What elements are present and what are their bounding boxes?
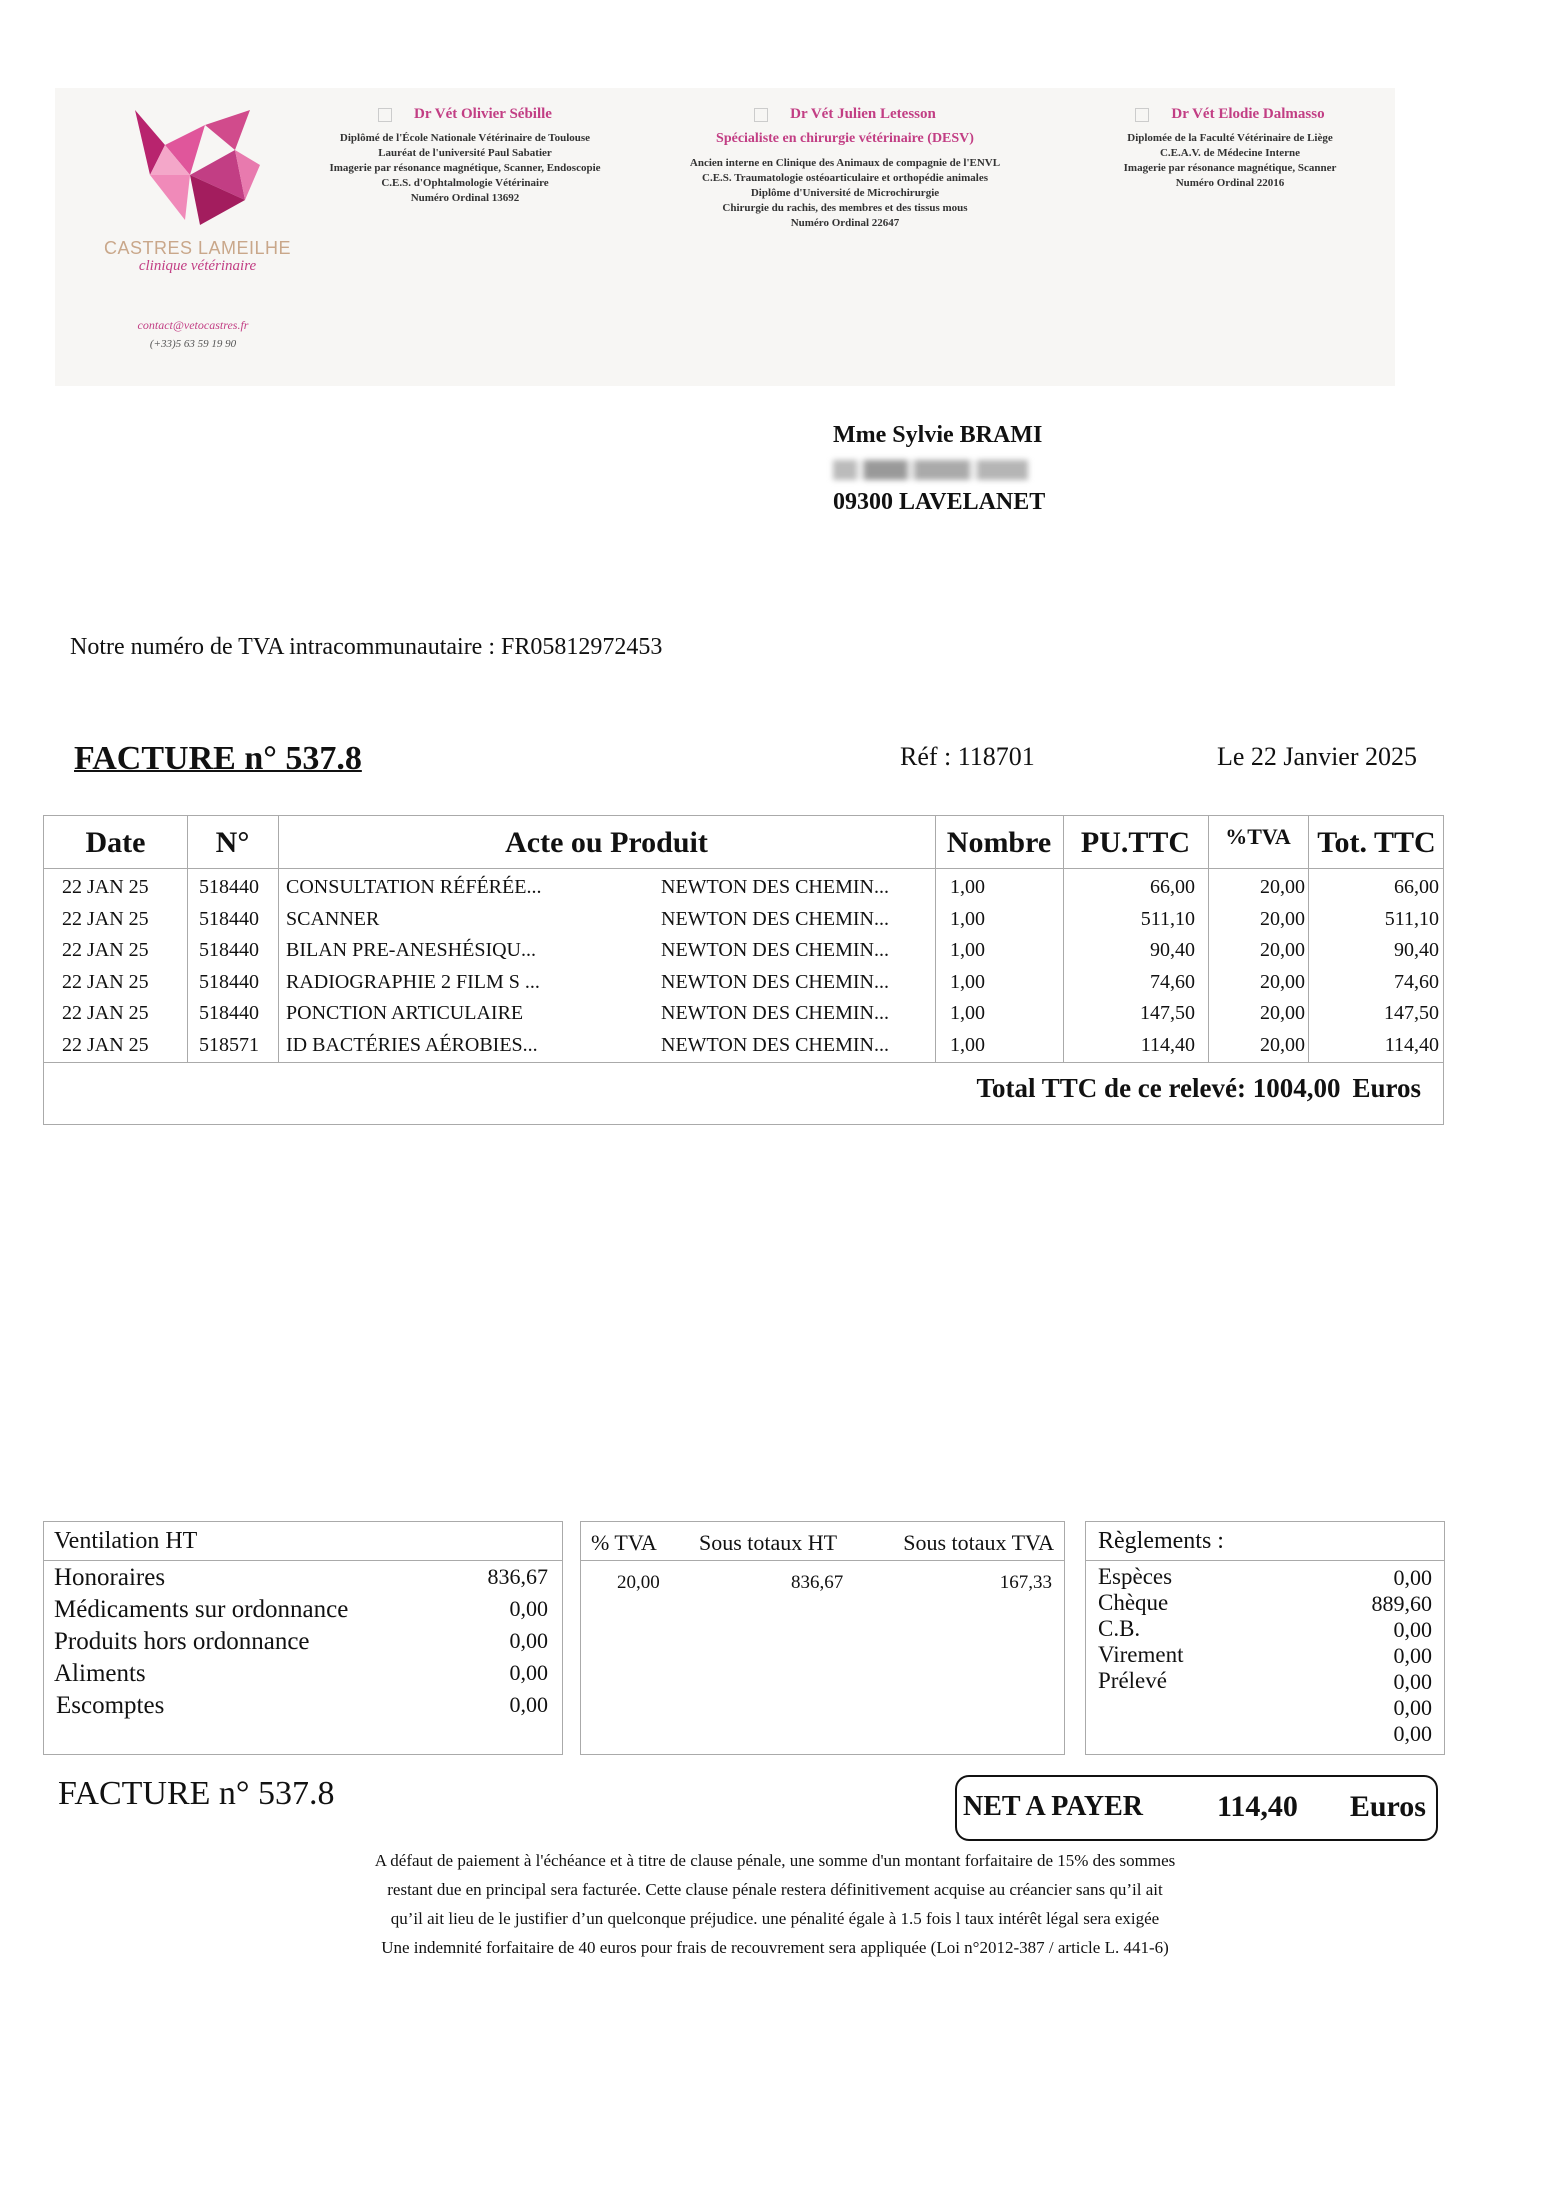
table-row bbox=[44, 908, 1445, 940]
tva-number: Notre numéro de TVA intracommunautaire : FR05812972453 bbox=[70, 634, 663, 660]
cell-tot: 511,10 bbox=[1384, 907, 1439, 930]
cell-acte: RADIOGRAPHIE 2 FILM S ... bbox=[286, 970, 540, 993]
cell-date: 22 JAN 25 bbox=[62, 970, 149, 993]
cell-nombre: 1,00 bbox=[950, 876, 985, 898]
total-ttc bbox=[977, 1073, 1422, 1104]
cell-pu: 147,50 bbox=[1140, 1002, 1195, 1024]
doctor-credential: Chirurgie du rachis, des membres et des tissus mous bbox=[722, 202, 968, 214]
cell-num: 518440 bbox=[199, 1002, 259, 1024]
cell-date: 22 JAN 25 bbox=[62, 1033, 149, 1056]
reglement-label: Chèque bbox=[1098, 1590, 1169, 1615]
col-header-pu: PU.TTC bbox=[1080, 826, 1191, 859]
legal-line: Une indemnité forfaitaire de 40 euros pour frais de recouvrement sera appliquée (Loi n°2012-387 / article L. 441-6) bbox=[381, 1938, 1169, 1957]
clinic-phone: (+33)5 63 59 19 90 bbox=[149, 338, 237, 350]
cell-patient: NEWTON DES CHEMIN... bbox=[661, 876, 889, 898]
cell-pu: 74,60 bbox=[1150, 970, 1195, 993]
clinic-logo bbox=[130, 105, 265, 230]
cell-num: 518440 bbox=[199, 876, 259, 898]
ventilation-value: 0,00 bbox=[509, 1596, 548, 1621]
invoice-title-bottom: FACTURE n° 537.8 bbox=[58, 1775, 335, 1812]
doctor-column-2 bbox=[680, 106, 1010, 231]
cell-acte: ID BACTÉRIES AÉROBIES... bbox=[286, 1033, 538, 1056]
tva-header-tva: Sous totaux TVA bbox=[903, 1530, 1054, 1555]
reglement-value: 0,00 bbox=[1393, 1617, 1432, 1642]
cell-pu: 114,40 bbox=[1140, 1033, 1195, 1056]
legal-footer bbox=[200, 1846, 1350, 1962]
reglement-label: C.B. bbox=[1098, 1616, 1141, 1641]
col-header-num: N° bbox=[215, 826, 250, 859]
doctor-credential: Ancien interne en Clinique des Animaux de compagnie de l'ENVL bbox=[689, 157, 1001, 169]
recipient-name: Mme Sylvie BRAMI bbox=[833, 422, 1043, 448]
cell-patient: NEWTON DES CHEMIN... bbox=[661, 1033, 889, 1056]
net-a-payer-unit: Euros bbox=[1349, 1790, 1426, 1823]
clinic-name: CASTRES LAMEILHE bbox=[103, 238, 292, 258]
doctor-credential: Numéro Ordinal 22016 bbox=[1175, 177, 1285, 189]
col-header-tva: %TVA bbox=[1225, 824, 1291, 849]
doctor-credential: Diplomée de la Faculté Vétérinaire de Liège bbox=[1127, 132, 1333, 144]
net-a-payer-amount: 114,40 bbox=[1217, 1790, 1298, 1823]
ventilation-label: Honoraires bbox=[54, 1564, 166, 1591]
ventilation-row bbox=[54, 1596, 548, 1628]
ventilation-title: Ventilation HT bbox=[54, 1528, 198, 1554]
invoice-date: Le 22 Janvier 2025 bbox=[1217, 742, 1418, 771]
ventilation-value: 0,00 bbox=[509, 1660, 548, 1685]
cell-date: 22 JAN 25 bbox=[62, 939, 149, 961]
reglement-label: Virement bbox=[1098, 1642, 1184, 1667]
cell-acte: SCANNER bbox=[286, 907, 380, 930]
checkbox-icon bbox=[754, 108, 768, 122]
cell-nombre: 1,00 bbox=[950, 907, 985, 930]
ventilation-row bbox=[54, 1660, 548, 1692]
tva-rate-value: 20,00 bbox=[617, 1572, 660, 1593]
doctor-name: Dr Vét Julien Letesson bbox=[790, 106, 936, 122]
net-a-payer-box bbox=[955, 1775, 1438, 1841]
cell-num: 518571 bbox=[199, 1033, 259, 1056]
cell-date: 22 JAN 25 bbox=[62, 907, 149, 930]
table-row bbox=[44, 939, 1445, 971]
cell-tot: 66,00 bbox=[1394, 876, 1439, 898]
tva-header-rate: % TVA bbox=[591, 1530, 657, 1555]
net-a-payer-label: NET A PAYER bbox=[963, 1791, 1143, 1822]
cell-pu: 66,00 bbox=[1150, 876, 1195, 898]
doctor-credential: C.E.S. Traumatologie ostéoarticulaire et orthopédie animales bbox=[702, 172, 988, 184]
cell-tva: 20,00 bbox=[1260, 970, 1305, 993]
cell-date: 22 JAN 25 bbox=[62, 1002, 149, 1024]
invoice-title: FACTURE n° 537.8 bbox=[74, 740, 362, 777]
doctor-credential: Diplôme d'Université de Microchirurgie bbox=[750, 187, 940, 199]
doctor-credential: Imagerie par résonance magnétique, Scanner, Endoscopie bbox=[329, 162, 601, 174]
recipient-city: 09300 LAVELANET bbox=[833, 489, 1046, 515]
cell-tva: 20,00 bbox=[1260, 1002, 1305, 1024]
cell-patient: NEWTON DES CHEMIN... bbox=[661, 970, 889, 993]
cell-nombre: 1,00 bbox=[950, 1033, 985, 1056]
doctor-credential: Numéro Ordinal 13692 bbox=[410, 192, 520, 204]
col-header-tot: Tot. TTC bbox=[1317, 826, 1436, 859]
table-row bbox=[44, 876, 1445, 908]
clinic-subtitle: clinique vétérinaire bbox=[138, 258, 257, 274]
table-row bbox=[44, 1002, 1445, 1034]
tva-ht-value: 836,67 bbox=[791, 1572, 844, 1593]
table-row bbox=[44, 971, 1445, 1003]
reglements-box bbox=[1085, 1521, 1445, 1755]
legal-line: A défaut de paiement à l'échéance et à titre de clause pénale, une somme d'un montant forfaitaire de 15% des sommes bbox=[374, 1851, 1176, 1870]
reglement-label: Prélevé bbox=[1098, 1668, 1167, 1693]
reglement-value: 889,60 bbox=[1371, 1591, 1432, 1616]
doctor-specialty: Spécialiste en chirurgie vétérinaire (DESV) bbox=[716, 131, 974, 146]
tva-summary-box bbox=[580, 1521, 1065, 1755]
ventilation-label: Médicaments sur ordonnance bbox=[54, 1596, 349, 1623]
cell-num: 518440 bbox=[199, 970, 259, 993]
invoice-lines-table bbox=[43, 815, 1444, 1125]
tva-header-ht: Sous totaux HT bbox=[699, 1530, 838, 1555]
tva-tva-value: 167,33 bbox=[999, 1572, 1052, 1593]
doctor-name: Dr Vét Elodie Dalmasso bbox=[1171, 106, 1325, 122]
table-header-divider bbox=[44, 868, 1443, 869]
cell-nombre: 1,00 bbox=[950, 970, 985, 993]
cell-patient: NEWTON DES CHEMIN... bbox=[661, 1002, 889, 1024]
ventilation-row bbox=[54, 1564, 548, 1596]
ventilation-row bbox=[54, 1628, 548, 1660]
ventilation-value: 836,67 bbox=[487, 1564, 548, 1589]
cell-acte: BILAN PRE-ANESHÉSIQU... bbox=[286, 939, 536, 961]
col-header-nombre: Nombre bbox=[946, 826, 1052, 859]
ventilation-label: Aliments bbox=[54, 1660, 146, 1687]
doctor-column-1 bbox=[300, 106, 630, 206]
recipient-street-redacted bbox=[833, 460, 1028, 480]
doctor-credential: C.E.S. d'Ophtalmologie Vétérinaire bbox=[381, 177, 549, 189]
total-ttc-label: Total TTC de ce relevé: 1004,00 bbox=[976, 1073, 1341, 1103]
clinic-email: contact@vetocastres.fr bbox=[137, 318, 249, 332]
reglement-value: 0,00 bbox=[1393, 1721, 1432, 1746]
doctor-credential: Lauréat de l'université Paul Sabatier bbox=[378, 147, 552, 159]
cell-acte: CONSULTATION RÉFÉRÉE... bbox=[286, 876, 542, 898]
cell-acte: PONCTION ARTICULAIRE bbox=[286, 1002, 524, 1024]
ventilation-row bbox=[54, 1692, 548, 1724]
ventilation-box bbox=[43, 1521, 563, 1755]
cell-num: 518440 bbox=[199, 939, 259, 961]
ventilation-label: Escomptes bbox=[56, 1692, 165, 1719]
ventilation-label: Produits hors ordonnance bbox=[54, 1628, 310, 1655]
cell-nombre: 1,00 bbox=[950, 1002, 985, 1024]
doctor-credential: C.E.A.V. de Médecine Interne bbox=[1159, 147, 1301, 159]
col-header-acte: Acte ou Produit bbox=[505, 826, 708, 859]
cell-tot: 90,40 bbox=[1394, 939, 1439, 961]
cell-tva: 20,00 bbox=[1260, 907, 1305, 930]
doctor-name: Dr Vét Olivier Sébille bbox=[414, 106, 552, 122]
table-row bbox=[44, 1034, 1445, 1066]
checkbox-icon bbox=[1135, 108, 1149, 122]
reglement-value: 0,00 bbox=[1393, 1695, 1432, 1720]
cell-tva: 20,00 bbox=[1260, 939, 1305, 961]
doctor-credential: Imagerie par résonance magnétique, Scanner bbox=[1123, 162, 1337, 174]
cell-tva: 20,00 bbox=[1260, 876, 1305, 898]
total-ttc-unit: Euros bbox=[1352, 1073, 1421, 1103]
doctor-column-3 bbox=[1065, 106, 1395, 191]
cell-patient: NEWTON DES CHEMIN... bbox=[661, 907, 889, 930]
cell-num: 518440 bbox=[199, 907, 259, 930]
cell-nombre: 1,00 bbox=[950, 939, 985, 961]
cell-pu: 511,10 bbox=[1140, 907, 1195, 930]
cell-tot: 114,40 bbox=[1384, 1033, 1439, 1056]
reglement-value: 0,00 bbox=[1393, 1565, 1432, 1590]
doctor-credential: Diplômé de l'École Nationale Vétérinaire de Toulouse bbox=[339, 132, 591, 144]
col-header-date: Date bbox=[85, 826, 146, 859]
cell-pu: 90,40 bbox=[1150, 939, 1195, 961]
cell-tot: 74,60 bbox=[1394, 970, 1439, 993]
cell-tva: 20,00 bbox=[1260, 1033, 1305, 1056]
reglements-title: Règlements : bbox=[1098, 1528, 1224, 1554]
ventilation-value: 0,00 bbox=[509, 1628, 548, 1653]
cell-tot: 147,50 bbox=[1384, 1002, 1439, 1024]
reglement-value: 0,00 bbox=[1393, 1643, 1432, 1668]
checkbox-icon bbox=[378, 108, 392, 122]
legal-line: restant due en principal sera facturée. Cette clause pénale restera définitivement acquise au créancier sans qu’il ait bbox=[387, 1880, 1163, 1899]
ventilation-value: 0,00 bbox=[509, 1692, 548, 1717]
reglement-value: 0,00 bbox=[1393, 1669, 1432, 1694]
cell-patient: NEWTON DES CHEMIN... bbox=[661, 939, 889, 961]
invoice-ref: Réf : 118701 bbox=[900, 742, 1035, 771]
doctor-credential: Numéro Ordinal 22647 bbox=[790, 217, 900, 229]
reglement-label: Espèces bbox=[1098, 1564, 1173, 1589]
legal-line: qu’il ait lieu de le justifier d’un quelconque préjudice. une pénalité égale à 1.5 fois l taux intérêt légal sera exigée bbox=[390, 1909, 1160, 1928]
cell-date: 22 JAN 25 bbox=[62, 876, 149, 898]
